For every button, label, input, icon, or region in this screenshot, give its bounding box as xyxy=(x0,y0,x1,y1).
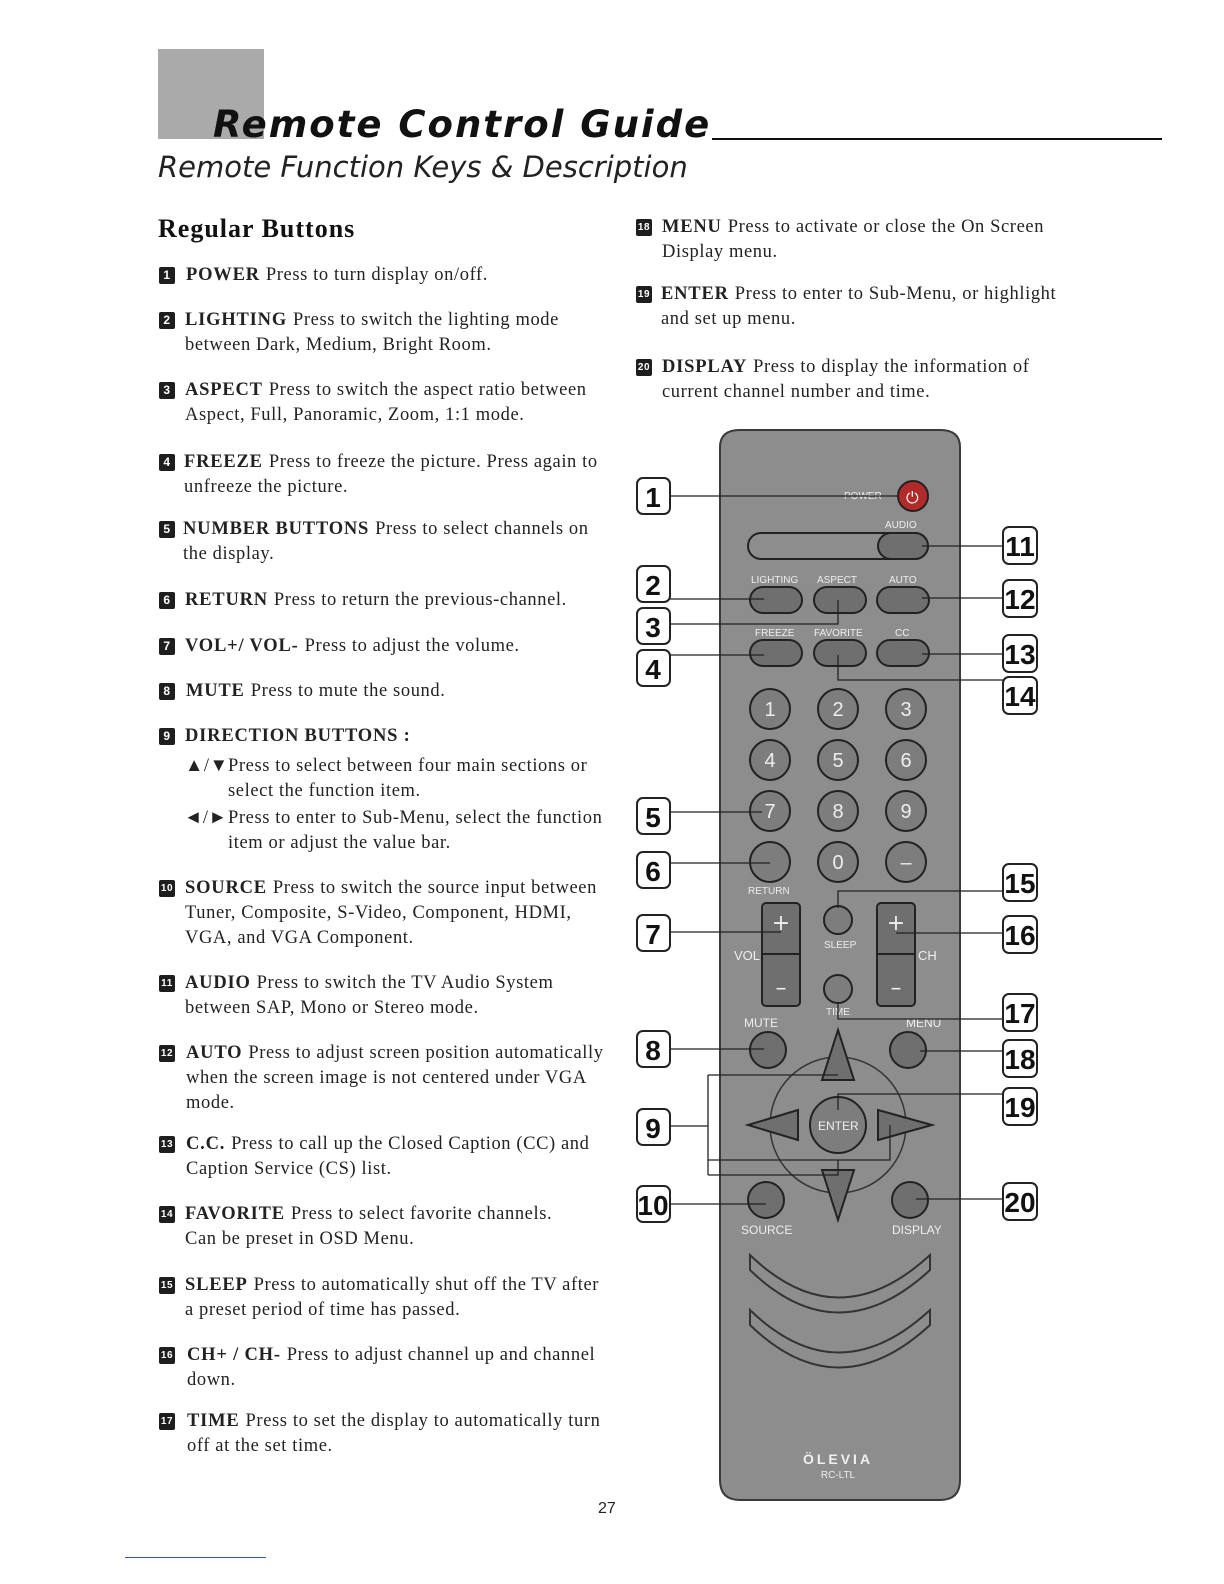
power-icon: ⏻ xyxy=(906,488,919,507)
direction-updown-symbol: ▲/▼ xyxy=(185,756,229,776)
key-name: TIME xyxy=(187,1411,240,1431)
desc-text: Press to enter to Sub-Menu, select the function xyxy=(228,808,603,828)
callout-number: 17 xyxy=(1004,998,1036,1029)
desc-text: Press to freeze the picture. Press again to xyxy=(268,452,598,472)
callout-number: 1 xyxy=(645,482,661,513)
desc-text-2: Caption Service (CS) list. xyxy=(186,1159,392,1179)
callout-number: 2 xyxy=(645,570,661,601)
key-label: 0 xyxy=(832,852,844,874)
label-source: SOURCE xyxy=(741,1223,793,1237)
desc-text-3: VGA, and VGA Component. xyxy=(185,928,414,948)
aspect-button[interactable] xyxy=(814,587,866,613)
callout-number: 18 xyxy=(1004,1044,1036,1075)
desc-text: Press to adjust channel up and channel xyxy=(286,1345,596,1365)
desc-text-2: down. xyxy=(187,1370,236,1390)
callout-number: 15 xyxy=(1004,868,1036,899)
label-auto: AUTO xyxy=(889,575,917,586)
desc-text: Press to activate or close the On Screen xyxy=(727,217,1045,237)
desc-text-2: a preset period of time has passed. xyxy=(185,1300,461,1320)
desc-text: Press to mute the sound. xyxy=(250,681,446,701)
callout-number: 3 xyxy=(645,612,661,643)
label-ch: CH xyxy=(918,948,937,963)
section-heading: Regular Buttons xyxy=(158,214,356,243)
key-label: 5 xyxy=(832,750,844,772)
label-power: POWER xyxy=(844,491,882,502)
badge-12: 12 xyxy=(159,1045,175,1062)
key-name: C.C. xyxy=(186,1134,226,1154)
cc-button[interactable] xyxy=(877,640,929,666)
key-label: 9 xyxy=(900,801,912,823)
callout-number: 20 xyxy=(1004,1187,1036,1218)
badge-16: 16 xyxy=(159,1347,175,1364)
desc-text-2: Display menu. xyxy=(662,242,778,262)
page-title: Remote Control Guide xyxy=(213,103,712,146)
badge-18: 18 xyxy=(636,219,652,236)
display-button[interactable] xyxy=(892,1182,928,1218)
badge-20: 20 xyxy=(636,359,652,376)
badge-13: 13 xyxy=(159,1136,175,1153)
label-vol: VOL xyxy=(734,948,761,963)
key-label: 7 xyxy=(764,801,776,823)
badge-7: 7 xyxy=(159,638,175,655)
desc-text-2: between Dark, Medium, Bright Room. xyxy=(185,335,492,355)
audio-button[interactable] xyxy=(878,533,928,559)
desc-text: Press to return the previous-channel. xyxy=(273,590,567,610)
key-label: 3 xyxy=(900,699,912,721)
key-name: ENTER xyxy=(661,284,729,304)
key-name: AUTO xyxy=(186,1043,243,1063)
desc-text-2: current channel number and time. xyxy=(662,382,931,402)
badge-14: 14 xyxy=(159,1206,175,1223)
vol-plus-icon: + xyxy=(771,911,791,936)
badge-2: 2 xyxy=(159,312,175,329)
key-name: SOURCE xyxy=(185,878,267,898)
source-button[interactable] xyxy=(748,1182,784,1218)
label-time: TIME xyxy=(826,1007,850,1018)
auto-button[interactable] xyxy=(877,587,929,613)
label-audio: AUDIO xyxy=(885,520,917,531)
desc-text: Press to automatically shut off the TV after xyxy=(253,1275,600,1295)
key-name: CH+ / CH- xyxy=(187,1345,281,1365)
badge-10: 10 xyxy=(159,880,175,897)
key-name: VOL+/ VOL- xyxy=(185,636,299,656)
vol-minus-icon: – xyxy=(775,976,787,1001)
callout-number: 8 xyxy=(645,1035,661,1066)
badge-1: 1 xyxy=(159,267,175,284)
direction-leftright-symbol: ◄/► xyxy=(184,808,228,828)
label-return: RETURN xyxy=(748,886,790,897)
key-name: NUMBER BUTTONS xyxy=(183,519,370,539)
callout-number: 4 xyxy=(645,654,661,685)
page-subtitle: Remote Function Keys & Description xyxy=(158,150,688,184)
sleep-button[interactable] xyxy=(824,906,852,934)
badge-6: 6 xyxy=(159,592,175,609)
key-name: SLEEP xyxy=(185,1275,248,1295)
page-number: 27 xyxy=(598,1500,616,1517)
badge-5: 5 xyxy=(159,521,175,538)
label-freeze: FREEZE xyxy=(755,628,795,639)
key-name: AUDIO xyxy=(185,973,251,993)
desc-text: Press to display the information of xyxy=(753,357,1030,377)
key-label: 4 xyxy=(764,750,776,772)
callouts-left xyxy=(637,478,670,1222)
desc-text: Press to switch the aspect ratio between xyxy=(268,380,587,400)
desc-text: Press to call up the Closed Caption (CC) and xyxy=(231,1134,590,1154)
callout-number: 10 xyxy=(637,1190,669,1221)
desc-text-2: Can be preset in OSD Menu. xyxy=(185,1229,415,1249)
desc-text: Press to select between four main sections or xyxy=(228,756,588,776)
desc-text: Press to switch the lighting mode xyxy=(293,310,559,330)
callout-number: 9 xyxy=(645,1113,661,1144)
desc-text-2: between SAP, Mono or Stereo mode. xyxy=(185,998,479,1018)
key-name: MENU xyxy=(662,217,722,237)
favorite-button[interactable] xyxy=(814,640,866,666)
desc-text-2: unfreeze the picture. xyxy=(184,477,349,497)
mute-button[interactable] xyxy=(750,1032,786,1068)
footer-line xyxy=(125,1557,266,1558)
brand-logo: ÖLEVIA xyxy=(802,1451,874,1467)
key-label: 6 xyxy=(900,750,912,772)
callout-number: 14 xyxy=(1004,681,1036,712)
desc-text-3: mode. xyxy=(186,1093,235,1113)
badge-9: 9 xyxy=(159,728,175,745)
badge-8: 8 xyxy=(159,683,175,700)
time-button[interactable] xyxy=(824,975,852,1003)
desc-text-2: Tuner, Composite, S-Video, Component, HDMI, xyxy=(185,903,572,923)
desc-text: Press to enter to Sub-Menu, or highlight xyxy=(734,284,1057,304)
desc-text-2: and set up menu. xyxy=(661,309,796,329)
badge-3: 3 xyxy=(159,382,175,399)
ch-minus-icon: – xyxy=(890,976,902,1001)
freeze-button[interactable] xyxy=(750,640,802,666)
key-label: – xyxy=(900,852,912,874)
desc-text-2: Aspect, Full, Panoramic, Zoom, 1:1 mode. xyxy=(185,405,525,425)
callout-number: 19 xyxy=(1004,1092,1036,1123)
desc-text: Press to select channels on xyxy=(375,519,589,539)
return-button[interactable] xyxy=(750,842,790,882)
key-label: 8 xyxy=(832,801,844,823)
label-lighting: LIGHTING xyxy=(751,575,799,586)
key-label: 1 xyxy=(764,699,776,721)
callout-number: 16 xyxy=(1004,920,1036,951)
key-name: FREEZE xyxy=(184,452,263,472)
desc-text: Press to set the display to automatically turn xyxy=(245,1411,601,1431)
key-name: FAVORITE xyxy=(185,1204,285,1224)
menu-button[interactable] xyxy=(890,1032,926,1068)
label-aspect: ASPECT xyxy=(817,575,858,586)
key-name: POWER xyxy=(186,265,260,285)
callout-number: 6 xyxy=(645,856,661,887)
badge-19: 19 xyxy=(636,286,652,303)
lighting-button[interactable] xyxy=(750,587,802,613)
ch-plus-icon: + xyxy=(886,911,906,936)
badge-17: 17 xyxy=(159,1413,175,1430)
label-favorite: FAVORITE xyxy=(814,628,863,639)
callout-number: 11 xyxy=(1005,531,1035,562)
model-label: RC-LTL xyxy=(820,1470,856,1481)
key-name: DIRECTION BUTTONS : xyxy=(185,726,411,746)
label-cc: CC xyxy=(895,628,910,639)
callout-number: 7 xyxy=(645,919,661,950)
key-name: LIGHTING xyxy=(185,310,288,330)
callout-number: 5 xyxy=(645,802,661,833)
label-display: DISPLAY xyxy=(892,1223,942,1237)
desc-text-2: select the function item. xyxy=(228,781,421,801)
desc-text: Press to adjust screen position automatically xyxy=(248,1043,604,1063)
desc-text: Press to adjust the volume. xyxy=(304,636,520,656)
desc-text-2: when the screen image is not centered under VGA xyxy=(186,1068,587,1088)
key-name: MUTE xyxy=(186,681,245,701)
label-sleep: SLEEP xyxy=(824,940,857,951)
callouts-right xyxy=(1003,527,1037,1220)
label-mute: MUTE xyxy=(744,1016,778,1030)
key-name: ASPECT xyxy=(185,380,263,400)
key-name: DISPLAY xyxy=(662,357,748,377)
desc-text: Press to turn display on/off. xyxy=(265,265,488,285)
desc-text: Press to switch the TV Audio System xyxy=(256,973,554,993)
badge-4: 4 xyxy=(159,454,175,471)
key-name: RETURN xyxy=(185,590,268,610)
badge-15: 15 xyxy=(159,1277,175,1294)
key-label: 2 xyxy=(832,699,844,721)
label-enter: ENTER xyxy=(818,1119,859,1133)
desc-text-2: off at the set time. xyxy=(187,1436,333,1456)
callout-number: 12 xyxy=(1004,584,1036,615)
desc-text: Press to select favorite channels. xyxy=(290,1204,553,1224)
desc-text-2: item or adjust the value bar. xyxy=(228,833,451,853)
badge-11: 11 xyxy=(159,975,175,992)
label-menu: MENU xyxy=(906,1016,942,1030)
callout-number: 13 xyxy=(1004,639,1036,670)
desc-text-2: the display. xyxy=(183,544,275,564)
desc-text: Press to switch the source input between xyxy=(272,878,597,898)
